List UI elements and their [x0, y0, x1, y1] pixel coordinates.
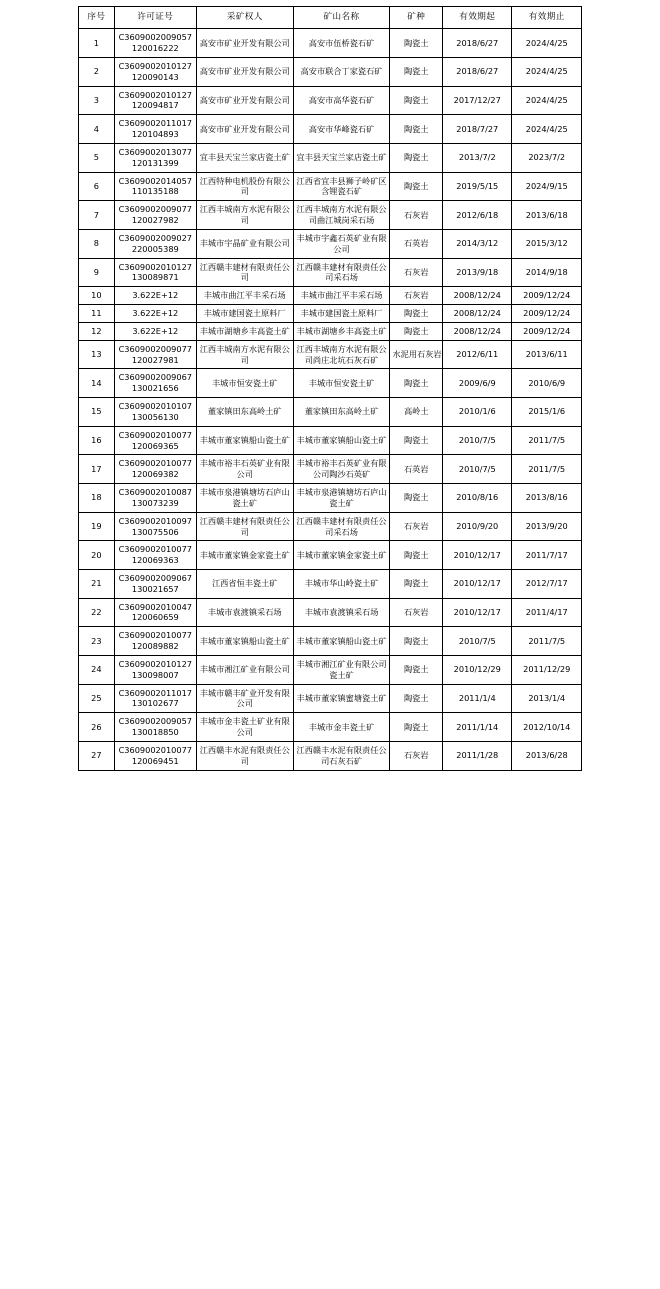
cell-holder: 江西丰城南方水泥有限公司	[196, 340, 293, 369]
cell-holder: 江西特种电机股份有限公司	[196, 172, 293, 201]
cell-mineral-type: 石灰岩	[390, 258, 443, 287]
cell-seq: 11	[79, 305, 115, 323]
cell-valid-to: 2009/12/24	[512, 287, 582, 305]
cell-valid-to: 2011/7/5	[512, 627, 582, 656]
table-row	[79, 172, 582, 201]
cell-valid-to: 2023/7/2	[512, 143, 582, 172]
cell-seq: 26	[79, 713, 115, 742]
cell-valid-from: 2010/7/5	[443, 627, 512, 656]
cell-license: C3609002010127120090143	[114, 58, 196, 87]
table-row	[79, 29, 582, 58]
table-row	[79, 201, 582, 230]
cell-license: C3609002009077120027981	[114, 340, 196, 369]
cell-license: C3609002010077120069365	[114, 426, 196, 455]
cell-valid-from: 2010/9/20	[443, 512, 512, 541]
cell-holder: 丰城市湘江矿业有限公司	[196, 655, 293, 684]
column-header-license: 许可证号	[114, 7, 196, 29]
cell-holder: 高安市矿业开发有限公司	[196, 58, 293, 87]
cell-seq: 2	[79, 58, 115, 87]
table-row	[79, 322, 582, 340]
cell-seq: 12	[79, 322, 115, 340]
cell-mineral-type: 陶瓷土	[390, 541, 443, 570]
cell-license: C3609002009077120027982	[114, 201, 196, 230]
cell-mineral-type: 石英岩	[390, 229, 443, 258]
mining-license-table	[78, 6, 582, 771]
cell-valid-from: 2014/3/12	[443, 229, 512, 258]
cell-mine-name: 丰城市董家镇船山瓷土矿	[293, 627, 390, 656]
cell-valid-to: 2013/6/11	[512, 340, 582, 369]
cell-holder: 丰城市赣丰矿业开发有限公司	[196, 684, 293, 713]
cell-seq: 25	[79, 684, 115, 713]
cell-mine-name: 高安市联合丁家瓷石矿	[293, 58, 390, 87]
cell-valid-from: 2019/5/15	[443, 172, 512, 201]
cell-mine-name: 丰城市建国瓷土原料厂	[293, 305, 390, 323]
cell-valid-from: 2011/1/28	[443, 741, 512, 770]
cell-holder: 丰城市宇晶矿业有限公司	[196, 229, 293, 258]
cell-holder: 丰城市曲江平丰采石场	[196, 287, 293, 305]
cell-seq: 22	[79, 598, 115, 627]
cell-mine-name: 丰城市恒安瓷土矿	[293, 369, 390, 398]
cell-mineral-type: 陶瓷土	[390, 29, 443, 58]
cell-seq: 7	[79, 201, 115, 230]
cell-mineral-type: 水泥用石灰岩	[390, 340, 443, 369]
table-row	[79, 305, 582, 323]
cell-holder: 高安市矿业开发有限公司	[196, 86, 293, 115]
cell-valid-to: 2009/12/24	[512, 322, 582, 340]
cell-seq: 27	[79, 741, 115, 770]
cell-mineral-type: 陶瓷土	[390, 627, 443, 656]
cell-holder: 江西赣丰水泥有限责任公司	[196, 741, 293, 770]
cell-seq: 19	[79, 512, 115, 541]
cell-holder: 丰城市袁渡镇采石场	[196, 598, 293, 627]
cell-mine-name: 高安市高华瓷石矿	[293, 86, 390, 115]
cell-mine-name: 江西赣丰水泥有限责任公司石灰石矿	[293, 741, 390, 770]
table-row	[79, 143, 582, 172]
table-row	[79, 569, 582, 598]
cell-seq: 18	[79, 484, 115, 513]
cell-license: 3.622E+12	[114, 305, 196, 323]
cell-mine-name: 丰城市袁渡镇采石场	[293, 598, 390, 627]
cell-mineral-type: 陶瓷土	[390, 369, 443, 398]
cell-valid-to: 2012/7/17	[512, 569, 582, 598]
cell-valid-from: 2018/6/27	[443, 29, 512, 58]
cell-mineral-type: 陶瓷土	[390, 569, 443, 598]
cell-mine-name: 江西丰城南方水泥有限公司曲江城岗采石场	[293, 201, 390, 230]
table-row	[79, 258, 582, 287]
cell-mine-name: 丰城市董家镇蜜塘瓷土矿	[293, 684, 390, 713]
cell-valid-to: 2024/4/25	[512, 29, 582, 58]
cell-license: C3609002010097130075506	[114, 512, 196, 541]
cell-mine-name: 丰城市曲江平丰采石场	[293, 287, 390, 305]
cell-mine-name: 丰城市董家镇船山瓷土矿	[293, 426, 390, 455]
cell-valid-from: 2010/1/6	[443, 398, 512, 427]
cell-valid-to: 2011/7/5	[512, 426, 582, 455]
cell-valid-to: 2014/9/18	[512, 258, 582, 287]
table-row	[79, 86, 582, 115]
cell-holder: 江西赣丰建材有限责任公司	[196, 512, 293, 541]
table-row	[79, 627, 582, 656]
cell-holder: 丰城市建国瓷土原料厂	[196, 305, 293, 323]
cell-mine-name: 丰城市华山岭瓷土矿	[293, 569, 390, 598]
cell-valid-from: 2008/12/24	[443, 305, 512, 323]
cell-mine-name: 江西省宜丰县狮子岭矿区含锂瓷石矿	[293, 172, 390, 201]
cell-seq: 21	[79, 569, 115, 598]
cell-mineral-type: 陶瓷土	[390, 322, 443, 340]
cell-valid-to: 2011/7/17	[512, 541, 582, 570]
cell-valid-to: 2013/9/20	[512, 512, 582, 541]
column-header-valid-to: 有效期止	[512, 7, 582, 29]
cell-mineral-type: 石灰岩	[390, 512, 443, 541]
cell-license: C3609002010127130089871	[114, 258, 196, 287]
cell-seq: 16	[79, 426, 115, 455]
cell-holder: 丰城市泉港镇塘坊石庐山瓷土矿	[196, 484, 293, 513]
cell-holder: 丰城市裕丰石英矿业有限公司	[196, 455, 293, 484]
cell-holder: 高安市矿业开发有限公司	[196, 29, 293, 58]
cell-valid-from: 2010/12/17	[443, 569, 512, 598]
cell-license: C3609002010087130073239	[114, 484, 196, 513]
cell-valid-from: 2008/12/24	[443, 322, 512, 340]
cell-mine-name: 丰城市宇鑫石英矿业有限公司	[293, 229, 390, 258]
cell-valid-to: 2024/4/25	[512, 58, 582, 87]
cell-valid-from: 2018/7/27	[443, 115, 512, 144]
cell-license: C3609002009057120016222	[114, 29, 196, 58]
cell-mine-name: 丰城市金丰瓷土矿	[293, 713, 390, 742]
cell-valid-to: 2011/4/17	[512, 598, 582, 627]
cell-mine-name: 丰城市裕丰石英矿业有限公司陶沙石英矿	[293, 455, 390, 484]
cell-license: 3.622E+12	[114, 287, 196, 305]
cell-mine-name: 高安市伍桥瓷石矿	[293, 29, 390, 58]
cell-license: C3609002010127120094817	[114, 86, 196, 115]
cell-license: C3609002010077120069363	[114, 541, 196, 570]
cell-seq: 1	[79, 29, 115, 58]
cell-valid-to: 2011/7/5	[512, 455, 582, 484]
cell-license: C3609002009057130018850	[114, 713, 196, 742]
cell-mineral-type: 石灰岩	[390, 201, 443, 230]
cell-mineral-type: 陶瓷土	[390, 684, 443, 713]
cell-valid-from: 2010/7/5	[443, 455, 512, 484]
cell-valid-from: 2010/7/5	[443, 426, 512, 455]
cell-seq: 8	[79, 229, 115, 258]
cell-valid-from: 2013/7/2	[443, 143, 512, 172]
cell-holder: 丰城市湖塘乡丰高瓷土矿	[196, 322, 293, 340]
cell-license: C3609002010077120069451	[114, 741, 196, 770]
cell-mineral-type: 陶瓷土	[390, 426, 443, 455]
cell-mineral-type: 陶瓷土	[390, 143, 443, 172]
cell-mineral-type: 陶瓷土	[390, 58, 443, 87]
cell-license: C3609002013077120131399	[114, 143, 196, 172]
cell-mine-name: 江西赣丰建材有限责任公司采石场	[293, 512, 390, 541]
cell-mineral-type: 陶瓷土	[390, 655, 443, 684]
table-row	[79, 598, 582, 627]
cell-holder: 丰城市董家镇船山瓷土矿	[196, 627, 293, 656]
table-row	[79, 340, 582, 369]
cell-valid-to: 2015/3/12	[512, 229, 582, 258]
cell-mineral-type: 陶瓷土	[390, 115, 443, 144]
table-row	[79, 426, 582, 455]
cell-license: C3609002009067130021657	[114, 569, 196, 598]
table-row	[79, 369, 582, 398]
cell-holder: 丰城市金丰瓷土矿业有限公司	[196, 713, 293, 742]
cell-mine-name: 宜丰县天宝兰家店瓷土矿	[293, 143, 390, 172]
cell-license: C3609002011017120104893	[114, 115, 196, 144]
cell-seq: 10	[79, 287, 115, 305]
column-header-mineral-type: 矿种	[390, 7, 443, 29]
cell-valid-from: 2010/12/17	[443, 541, 512, 570]
cell-license: C3609002009067130021656	[114, 369, 196, 398]
column-header-mine-name: 矿山名称	[293, 7, 390, 29]
cell-mineral-type: 陶瓷土	[390, 305, 443, 323]
cell-mineral-type: 陶瓷土	[390, 172, 443, 201]
cell-mine-name: 江西赣丰建材有限责任公司采石场	[293, 258, 390, 287]
cell-seq: 9	[79, 258, 115, 287]
cell-seq: 6	[79, 172, 115, 201]
cell-valid-from: 2011/1/14	[443, 713, 512, 742]
cell-mine-name: 江西丰城南方水泥有限公司尚庄北坑石灰石矿	[293, 340, 390, 369]
cell-valid-from: 2013/9/18	[443, 258, 512, 287]
table-body	[79, 29, 582, 770]
cell-mineral-type: 陶瓷土	[390, 484, 443, 513]
cell-mineral-type: 陶瓷土	[390, 713, 443, 742]
cell-license: C3609002010107130056130	[114, 398, 196, 427]
cell-valid-from: 2010/12/29	[443, 655, 512, 684]
table-header	[79, 7, 582, 29]
cell-holder: 丰城市董家镇金家瓷土矿	[196, 541, 293, 570]
cell-valid-from: 2010/12/17	[443, 598, 512, 627]
cell-valid-from: 2012/6/18	[443, 201, 512, 230]
cell-mine-name: 丰城市湖塘乡丰高瓷土矿	[293, 322, 390, 340]
cell-valid-to: 2013/6/18	[512, 201, 582, 230]
table-row	[79, 484, 582, 513]
cell-seq: 20	[79, 541, 115, 570]
cell-license: 3.622E+12	[114, 322, 196, 340]
cell-seq: 4	[79, 115, 115, 144]
table-row	[79, 229, 582, 258]
table-row	[79, 115, 582, 144]
table-row	[79, 455, 582, 484]
cell-holder: 高安市矿业开发有限公司	[196, 115, 293, 144]
table-row	[79, 541, 582, 570]
cell-valid-to: 2013/6/28	[512, 741, 582, 770]
cell-seq: 24	[79, 655, 115, 684]
table-row	[79, 684, 582, 713]
cell-valid-from: 2009/6/9	[443, 369, 512, 398]
cell-mineral-type: 高岭土	[390, 398, 443, 427]
column-header-holder: 采矿权人	[196, 7, 293, 29]
cell-holder: 江西赣丰建材有限责任公司	[196, 258, 293, 287]
cell-mine-name: 丰城市董家镇金家瓷土矿	[293, 541, 390, 570]
cell-seq: 3	[79, 86, 115, 115]
cell-mineral-type: 石英岩	[390, 455, 443, 484]
cell-seq: 15	[79, 398, 115, 427]
cell-valid-from: 2018/6/27	[443, 58, 512, 87]
cell-mineral-type: 石灰岩	[390, 598, 443, 627]
cell-mineral-type: 石灰岩	[390, 287, 443, 305]
cell-holder: 董家镇田东高岭土矿	[196, 398, 293, 427]
table-row	[79, 741, 582, 770]
cell-valid-to: 2013/8/16	[512, 484, 582, 513]
cell-license: C3609002010077120089882	[114, 627, 196, 656]
cell-valid-to: 2012/10/14	[512, 713, 582, 742]
cell-seq: 17	[79, 455, 115, 484]
cell-license: C3609002014057110135188	[114, 172, 196, 201]
cell-valid-to: 2013/1/4	[512, 684, 582, 713]
table-header-row	[79, 7, 582, 29]
cell-license: C3609002010127130098007	[114, 655, 196, 684]
cell-valid-from: 2012/6/11	[443, 340, 512, 369]
cell-seq: 23	[79, 627, 115, 656]
cell-mine-name: 高安市华峰瓷石矿	[293, 115, 390, 144]
cell-valid-to: 2024/4/25	[512, 115, 582, 144]
cell-valid-from: 2008/12/24	[443, 287, 512, 305]
cell-valid-to: 2010/6/9	[512, 369, 582, 398]
cell-seq: 5	[79, 143, 115, 172]
cell-mine-name: 董家镇田东高岭土矿	[293, 398, 390, 427]
cell-valid-to: 2015/1/6	[512, 398, 582, 427]
cell-mineral-type: 石灰岩	[390, 741, 443, 770]
cell-holder: 宜丰县天宝兰家店瓷土矿	[196, 143, 293, 172]
table-row	[79, 287, 582, 305]
cell-holder: 江西丰城南方水泥有限公司	[196, 201, 293, 230]
cell-valid-to: 2024/9/15	[512, 172, 582, 201]
table-row	[79, 655, 582, 684]
cell-valid-from: 2017/12/27	[443, 86, 512, 115]
cell-license: C3609002009027220005389	[114, 229, 196, 258]
cell-valid-to: 2011/12/29	[512, 655, 582, 684]
cell-license: C3609002010077120069382	[114, 455, 196, 484]
column-header-valid-from: 有效期起	[443, 7, 512, 29]
cell-license: C3609002011017130102677	[114, 684, 196, 713]
cell-valid-to: 2024/4/25	[512, 86, 582, 115]
table-row	[79, 398, 582, 427]
table-row	[79, 512, 582, 541]
cell-mine-name: 丰城市湘江矿业有限公司瓷土矿	[293, 655, 390, 684]
cell-valid-to: 2009/12/24	[512, 305, 582, 323]
cell-valid-from: 2010/8/16	[443, 484, 512, 513]
cell-valid-from: 2011/1/4	[443, 684, 512, 713]
cell-seq: 14	[79, 369, 115, 398]
table-row	[79, 713, 582, 742]
cell-mine-name: 丰城市泉港镇塘坊石庐山瓷土矿	[293, 484, 390, 513]
cell-license: C3609002010047120060659	[114, 598, 196, 627]
cell-mineral-type: 陶瓷土	[390, 86, 443, 115]
cell-holder: 丰城市恒安瓷土矿	[196, 369, 293, 398]
table-row	[79, 58, 582, 87]
cell-seq: 13	[79, 340, 115, 369]
column-header-seq: 序号	[79, 7, 115, 29]
cell-holder: 丰城市董家镇船山瓷土矿	[196, 426, 293, 455]
cell-holder: 江西省恒丰瓷土矿	[196, 569, 293, 598]
